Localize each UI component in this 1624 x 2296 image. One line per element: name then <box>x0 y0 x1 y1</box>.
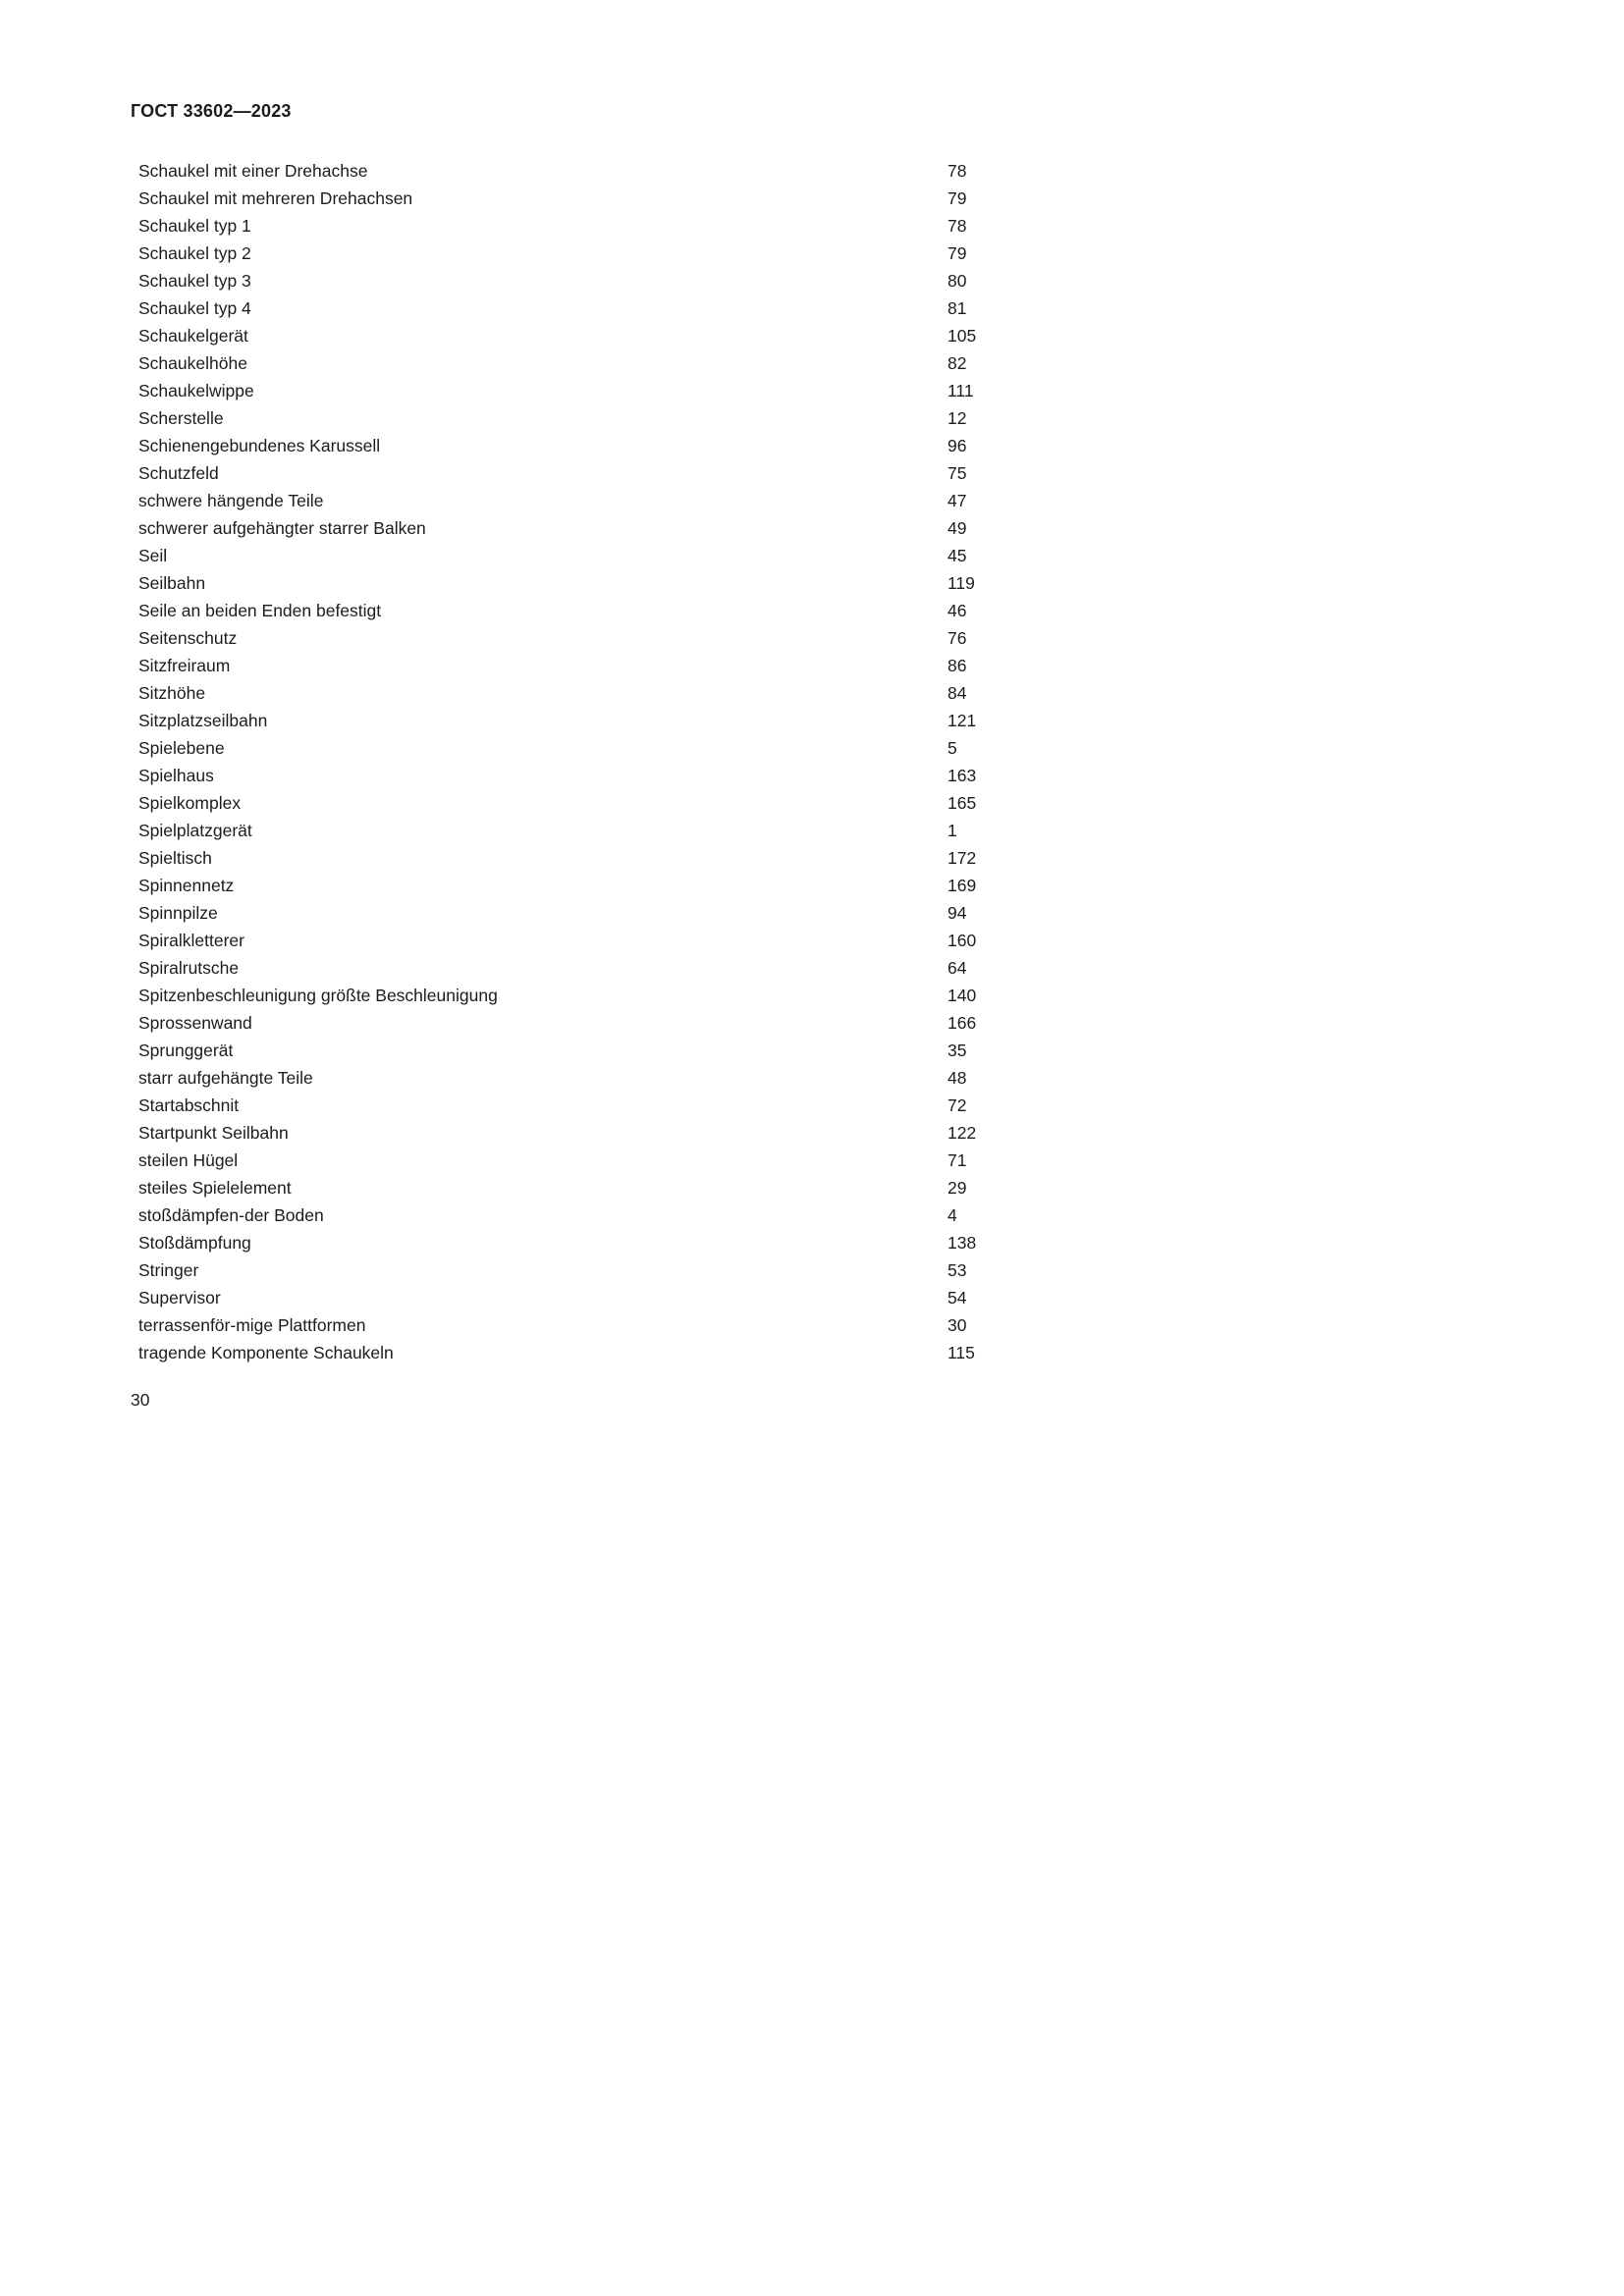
index-page-ref: 76 <box>947 628 967 648</box>
index-entry <box>0 1339 1624 1366</box>
index-page-ref: 169 <box>947 876 977 895</box>
index-page-ref: 78 <box>947 161 967 181</box>
index-page-ref: 163 <box>947 766 977 785</box>
index-term: Spinnennetz <box>138 876 235 895</box>
index-entry <box>0 487 1624 514</box>
index-page-ref: 12 <box>947 408 967 428</box>
index-term: terrassenför-mige Plattformen <box>138 1315 366 1335</box>
index-page-ref: 30 <box>947 1315 967 1335</box>
index-page-ref: 5 <box>947 738 957 758</box>
index-page-ref: 81 <box>947 298 967 318</box>
index-entry <box>0 1147 1624 1174</box>
index-term: Spielhaus <box>138 766 214 785</box>
index-list <box>0 157 1624 1366</box>
index-term: Spitzenbeschleunigung größte Beschleunigung <box>138 986 498 1005</box>
index-page-ref: 35 <box>947 1041 967 1060</box>
index-page-ref: 29 <box>947 1178 967 1198</box>
index-term: Sprossenwand <box>138 1013 252 1033</box>
index-entry <box>0 212 1624 240</box>
index-term: tragende Komponente Schaukeln <box>138 1343 394 1362</box>
index-term: steiles Spielelement <box>138 1178 292 1198</box>
index-page-ref: 111 <box>947 381 974 400</box>
index-page-ref: 80 <box>947 271 967 291</box>
index-term: Spiralkletterer <box>138 931 244 950</box>
index-entry <box>0 789 1624 817</box>
index-term: schwere hängende Teile <box>138 491 324 510</box>
index-page-ref: 75 <box>947 463 967 483</box>
index-entry <box>0 1229 1624 1256</box>
index-entry <box>0 542 1624 569</box>
index-page-ref: 78 <box>947 216 967 236</box>
index-entry <box>0 1284 1624 1311</box>
index-term: Seitenschutz <box>138 628 238 648</box>
index-term: Schaukel typ 3 <box>138 271 251 291</box>
index-term: Seile an beiden Enden befestigt <box>138 601 382 620</box>
index-entry <box>0 872 1624 899</box>
index-entry <box>0 157 1624 185</box>
index-entry <box>0 597 1624 624</box>
index-entry <box>0 762 1624 789</box>
index-page-ref: 53 <box>947 1260 967 1280</box>
index-entry <box>0 1119 1624 1147</box>
index-entry <box>0 982 1624 1009</box>
index-page-ref: 94 <box>947 903 967 923</box>
index-page-ref: 84 <box>947 683 967 703</box>
index-page-ref: 71 <box>947 1150 967 1170</box>
index-page-ref: 46 <box>947 601 967 620</box>
index-term: Spinnpilze <box>138 903 218 923</box>
index-term: Schaukelwippe <box>138 381 254 400</box>
document-header-title: ГОСТ 33602—2023 <box>131 101 292 121</box>
index-term: Schaukelhöhe <box>138 353 247 373</box>
index-entry <box>0 1064 1624 1092</box>
page-number: 30 <box>131 1390 150 1410</box>
index-entry <box>0 1256 1624 1284</box>
index-page-ref: 105 <box>947 326 977 346</box>
index-entry <box>0 1009 1624 1037</box>
index-term: Startabschnit <box>138 1095 240 1115</box>
index-page-ref: 82 <box>947 353 967 373</box>
index-entry <box>0 624 1624 652</box>
index-page-ref: 86 <box>947 656 967 675</box>
index-term: Spiralrutsche <box>138 958 240 978</box>
index-term: Schaukel mit einer Drehachse <box>138 161 368 181</box>
index-page-ref: 115 <box>947 1343 975 1362</box>
index-term: Sitzplatzseilbahn <box>138 711 268 730</box>
index-term: schwerer aufgehängter starrer Balken <box>138 518 426 538</box>
index-entry <box>0 1037 1624 1064</box>
index-page-ref: 122 <box>947 1123 977 1143</box>
index-page-ref: 79 <box>947 188 967 208</box>
index-term: stoßdämpfen-der Boden <box>138 1205 324 1225</box>
index-entry <box>0 817 1624 844</box>
index-term: Supervisor <box>138 1288 221 1308</box>
index-page-ref: 49 <box>947 518 967 538</box>
index-term: steilen Hügel <box>138 1150 239 1170</box>
index-entry <box>0 267 1624 294</box>
index-entry <box>0 404 1624 432</box>
index-entry <box>0 707 1624 734</box>
index-term: Startpunkt Seilbahn <box>138 1123 289 1143</box>
index-term: Sitzfreiraum <box>138 656 231 675</box>
index-term: Schutzfeld <box>138 463 219 483</box>
index-page-ref: 138 <box>947 1233 977 1253</box>
index-entry <box>0 349 1624 377</box>
index-page-ref: 160 <box>947 931 977 950</box>
index-page-ref: 72 <box>947 1095 967 1115</box>
index-term: starr aufgehängte Teile <box>138 1068 313 1088</box>
index-term: Spielkomplex <box>138 793 242 813</box>
index-term: Seil <box>138 546 168 565</box>
index-entry <box>0 377 1624 404</box>
index-term: Schaukel mit mehreren Drehachsen <box>138 188 413 208</box>
index-term: Spielebene <box>138 738 225 758</box>
index-entry <box>0 294 1624 322</box>
index-entry <box>0 899 1624 927</box>
index-entry <box>0 569 1624 597</box>
index-term: Scherstelle <box>138 408 224 428</box>
index-entry <box>0 185 1624 212</box>
index-page-ref: 96 <box>947 436 967 455</box>
index-entry <box>0 240 1624 267</box>
index-entry <box>0 322 1624 349</box>
index-entry <box>0 679 1624 707</box>
index-page-ref: 54 <box>947 1288 967 1308</box>
index-entry <box>0 432 1624 459</box>
index-page-ref: 64 <box>947 958 967 978</box>
index-page-ref: 48 <box>947 1068 967 1088</box>
index-term: Schienengebundenes Karussell <box>138 436 381 455</box>
index-entry <box>0 1092 1624 1119</box>
index-entry <box>0 459 1624 487</box>
index-term: Sitzhöhe <box>138 683 206 703</box>
index-entry <box>0 514 1624 542</box>
index-entry <box>0 1174 1624 1201</box>
index-page-ref: 47 <box>947 491 967 510</box>
index-entry <box>0 844 1624 872</box>
index-page-ref: 1 <box>947 821 957 840</box>
index-term: Sprunggerät <box>138 1041 234 1060</box>
index-term: Stringer <box>138 1260 199 1280</box>
index-term: Schaukel typ 1 <box>138 216 251 236</box>
index-term: Spieltisch <box>138 848 212 868</box>
index-term: Stoßdämpfung <box>138 1233 251 1253</box>
index-term: Spielplatzgerät <box>138 821 252 840</box>
index-term: Schaukelgerät <box>138 326 248 346</box>
index-entry <box>0 1201 1624 1229</box>
index-term: Seilbahn <box>138 573 206 593</box>
index-page-ref: 45 <box>947 546 967 565</box>
index-page-ref: 172 <box>947 848 977 868</box>
index-page-ref: 79 <box>947 243 967 263</box>
index-entry <box>0 734 1624 762</box>
index-page-ref: 121 <box>947 711 977 730</box>
index-entry <box>0 954 1624 982</box>
index-entry <box>0 927 1624 954</box>
index-page-ref: 140 <box>947 986 977 1005</box>
index-page-ref: 119 <box>947 573 975 593</box>
index-page-ref: 165 <box>947 793 977 813</box>
index-term: Schaukel typ 4 <box>138 298 251 318</box>
index-term: Schaukel typ 2 <box>138 243 251 263</box>
index-page-ref: 166 <box>947 1013 977 1033</box>
index-page-ref: 4 <box>947 1205 957 1225</box>
index-entry <box>0 1311 1624 1339</box>
index-entry <box>0 652 1624 679</box>
